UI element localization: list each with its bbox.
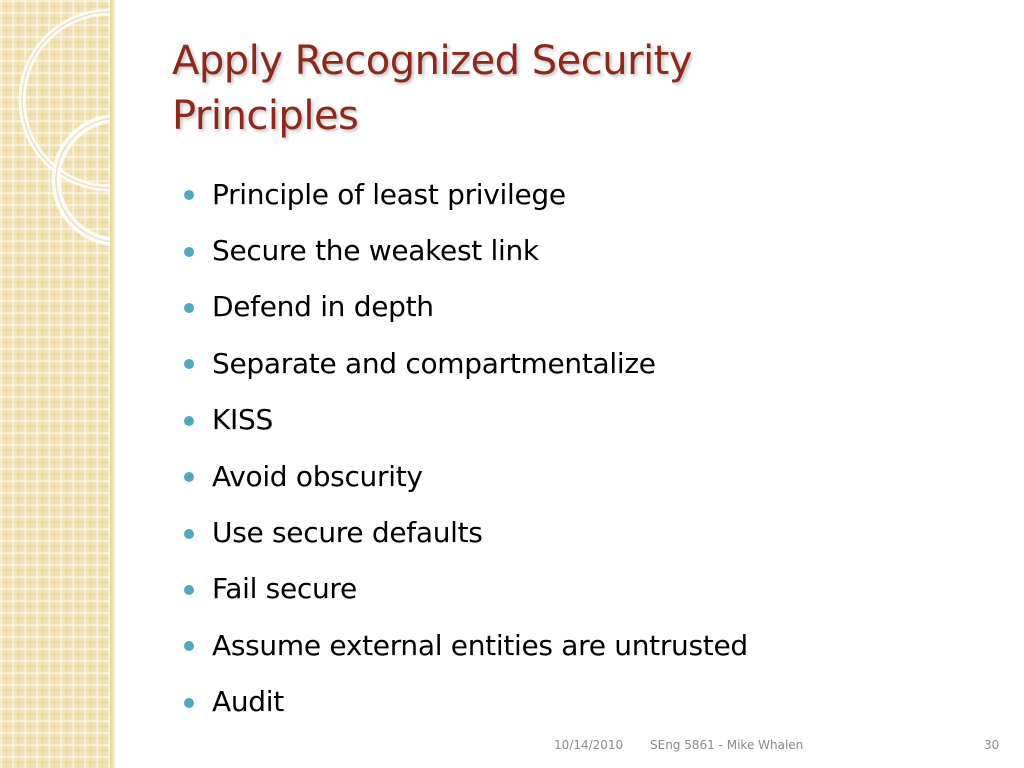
bullet-text: Avoid obscurity	[212, 459, 423, 493]
footer-course: SEng 5861 - Mike Whalen	[650, 738, 804, 752]
bullet-item	[184, 674, 748, 730]
bullet-list	[184, 166, 748, 730]
bullet-item	[184, 448, 748, 504]
bullet-dot-icon	[184, 472, 194, 482]
bullet-dot-icon	[184, 303, 194, 313]
bullet-dot-icon	[184, 190, 194, 200]
bullet-text: Use secure defaults	[212, 516, 483, 550]
bullet-text: Separate and compartmentalize	[212, 346, 656, 380]
slide-title-line-2: Principles	[172, 93, 359, 139]
footer-page-number: 30	[984, 738, 1000, 752]
bullet-item	[184, 166, 748, 222]
footer-date: 10/14/2010	[554, 738, 624, 752]
bullet-text: Secure the weakest link	[212, 234, 539, 268]
bullet-dot-icon	[184, 359, 194, 369]
slide-title-line-1: Apply Recognized Security	[172, 38, 693, 84]
slide-title	[172, 34, 972, 144]
bullet-dot-icon	[184, 641, 194, 651]
bullet-item	[184, 504, 748, 560]
bullet-dot-icon	[184, 247, 194, 257]
bullet-text: Defend in depth	[212, 290, 434, 324]
side-band-edge	[110, 0, 116, 768]
bullet-dot-icon	[184, 416, 194, 426]
bullet-item	[184, 279, 748, 335]
bullet-item	[184, 335, 748, 391]
bullet-text: Principle of least privilege	[212, 177, 566, 211]
bullet-item	[184, 222, 748, 278]
bullet-dot-icon	[184, 529, 194, 539]
bullet-dot-icon	[184, 585, 194, 595]
bullet-dot-icon	[184, 698, 194, 708]
decorative-rings	[0, 0, 114, 300]
bullet-text: KISS	[212, 403, 273, 437]
bullet-text: Fail secure	[212, 572, 357, 606]
bullet-text: Audit	[212, 685, 284, 719]
bullet-item	[184, 617, 748, 673]
decorative-side-band	[0, 0, 114, 768]
bullet-item	[184, 392, 748, 448]
bullet-text: Assume external entities are untrusted	[212, 628, 748, 662]
bullet-item	[184, 561, 748, 617]
